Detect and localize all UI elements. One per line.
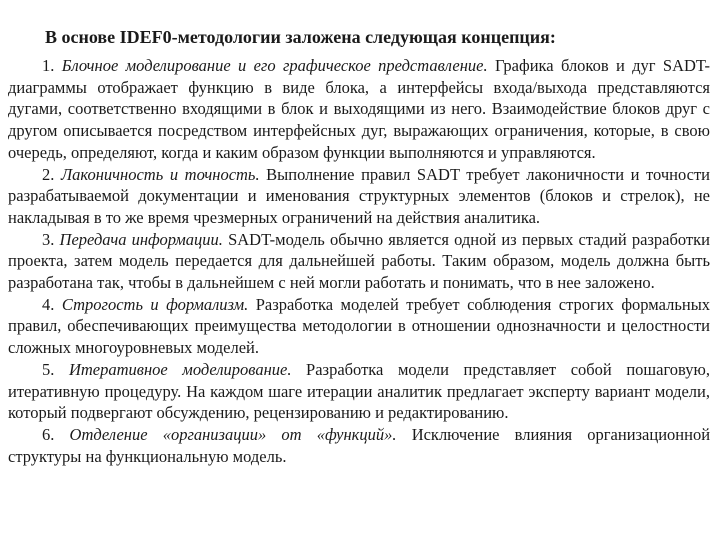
item-term: Лаконичность и точность.	[60, 164, 260, 184]
item-term: Строгость и формализм.	[61, 294, 249, 314]
item-text: Графика блоков и дуг SADT-диаграммы отображает функцию в виде блока, а интерфейсы входа/выхода представляются дугами, соответственно входящими в блок и выходящими из него. Взаимодействие блоков друг с другом описывается посредством интерфейсных дуг, выражающих ограничения, которые, в свою очередь, определяют, когда и каким образом функции выполняются и управляются.	[8, 56, 710, 162]
item-number: 1.	[42, 56, 55, 75]
concept-list	[8, 55, 710, 467]
item-term: Передача информации.	[59, 229, 223, 249]
item-number: 6.	[42, 424, 55, 444]
item-number: 5.	[42, 359, 55, 379]
concept-item-2	[8, 164, 710, 229]
concept-item-5	[8, 359, 710, 424]
item-text: Разработка моделей требует соблюдения строгих формальных правил, обеспечивающих преимущества методологии в отношении однозначности и целостности сложных многоуровневых моделей.	[8, 294, 711, 358]
item-term: Отделение «организации» от «функций».	[69, 424, 397, 444]
item-number: 2.	[42, 164, 55, 184]
item-number: 4.	[42, 294, 55, 314]
item-term: Блочное моделирование и его графическое представление.	[61, 56, 488, 75]
item-number: 3.	[42, 229, 55, 249]
item-text: Разработка модели представляет собой пошаговую, итеративную процедуру. На каждом шаге итерации аналитик предлагает эксперту вариант модели, который подвергают обсуждению, рецензированию и редактированию.	[8, 359, 710, 423]
concept-item-1	[8, 55, 710, 164]
item-text: Исключение влияния организационной структуры на функциональную модель.	[8, 424, 711, 466]
concept-item-6	[8, 424, 710, 467]
page-heading: В основе IDEF0-методологии заложена следующая концепция:	[45, 27, 556, 47]
item-text: Выполнение правил SADT требует лаконичности и точности разрабатываемой документации и именования структурных элементов (блоков и стрелок), не накладывая в то же время чрезмерных ограничений на действия аналитика.	[8, 164, 710, 227]
item-term: Итеративное моделирование.	[68, 359, 292, 379]
item-text: SADT-модель обычно является одной из первых стадий разработки проекта, затем модель передается для дальнейшей работы. Таким образом, модель должна быть разработана так, чтобы в дальнейшем с ней могли работать и понимать, что в нее заложено.	[8, 229, 710, 293]
concept-item-3	[8, 229, 710, 294]
concept-item-4	[8, 294, 710, 359]
